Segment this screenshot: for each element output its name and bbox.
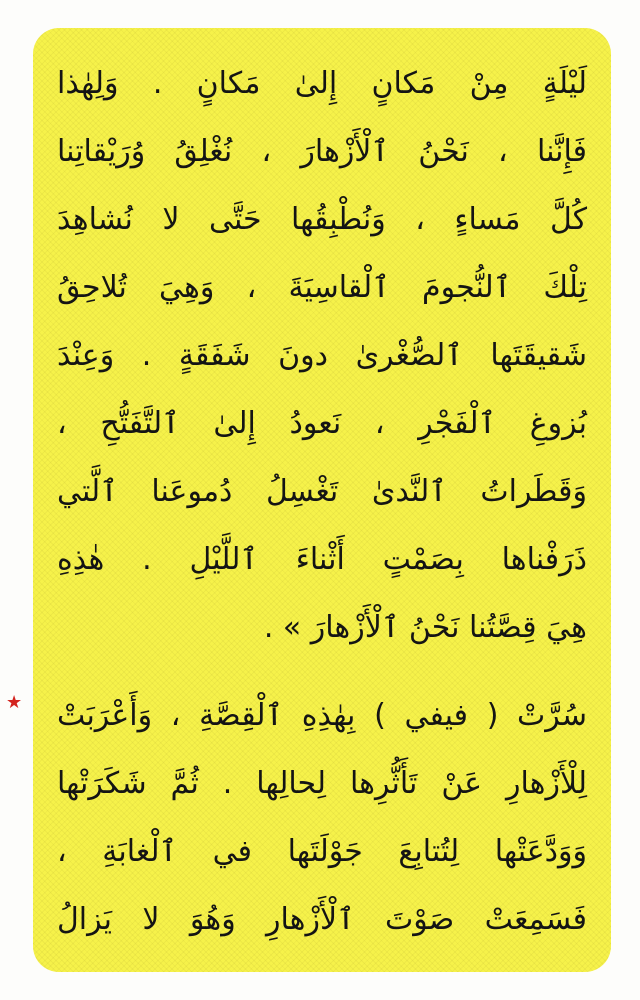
text-line: تِلْكَ ٱلنُّجومَ ٱلْقاسِيَةَ ، وَهِيَ تُلاحِقُ <box>57 270 587 305</box>
text-line: لَيْلَةٍ مِنْ مَكانٍ إِلىٰ مَكانٍ . وَلِهٰذا <box>57 66 587 101</box>
text-line: فَسَمِعَتْ صَوْتَ ٱلْأَزْهارِ وَهُوَ لا يَزالُ <box>57 902 587 937</box>
text-line: هِيَ قِصَّتُنا نَحْنُ ٱلْأَزْهارَ » . <box>263 610 587 645</box>
text-line: كُلَّ مَساءٍ ، وَنُطْبِقُها حَتَّى لا نُشاهِدَ <box>57 202 587 237</box>
text-line: ذَرَفْناها بِصَمْتٍ أَثْناءَ ٱللَّيْلِ . هٰذِهِ <box>57 542 587 577</box>
text-line: بُزوغِ ٱلْفَجْرِ ، نَعودُ إِلىٰ ٱلتَّفَتُّحِ ، <box>57 406 587 441</box>
star-icon: ★ <box>6 692 23 713</box>
paragraph-gap <box>57 662 587 682</box>
text-line: وَقَطَراتُ ٱلنَّدىٰ تَغْسِلُ دُموعَنا ٱلَّتي <box>57 474 587 509</box>
story-card <box>33 28 611 972</box>
text-line: لِلْأَزْهارِ عَنْ تَأَثُّرِها لِحالِها . ثُمَّ شَكَرَتْها <box>57 766 587 801</box>
text-line: سُرَّتْ ( فيفي ) بِهٰذِهِ ٱلْقِصَّةِ ، وَأَعْرَبَتْ <box>57 698 587 733</box>
text-line: شَقيقَتَها ٱلصُّغْرىٰ دونَ شَفَقَةٍ . وَعِنْدَ <box>57 338 587 373</box>
story-text <box>57 50 587 954</box>
text-line: وَوَدَّعَتْها لِتُتابِعَ جَوْلَتَها في ٱلْغابَةِ ، <box>57 834 587 869</box>
text-line: فَإِنَّنا ، نَحْنُ ٱلْأَزْهارَ ، نُغْلِقُ وُرَيْقاتِنا <box>57 134 587 169</box>
